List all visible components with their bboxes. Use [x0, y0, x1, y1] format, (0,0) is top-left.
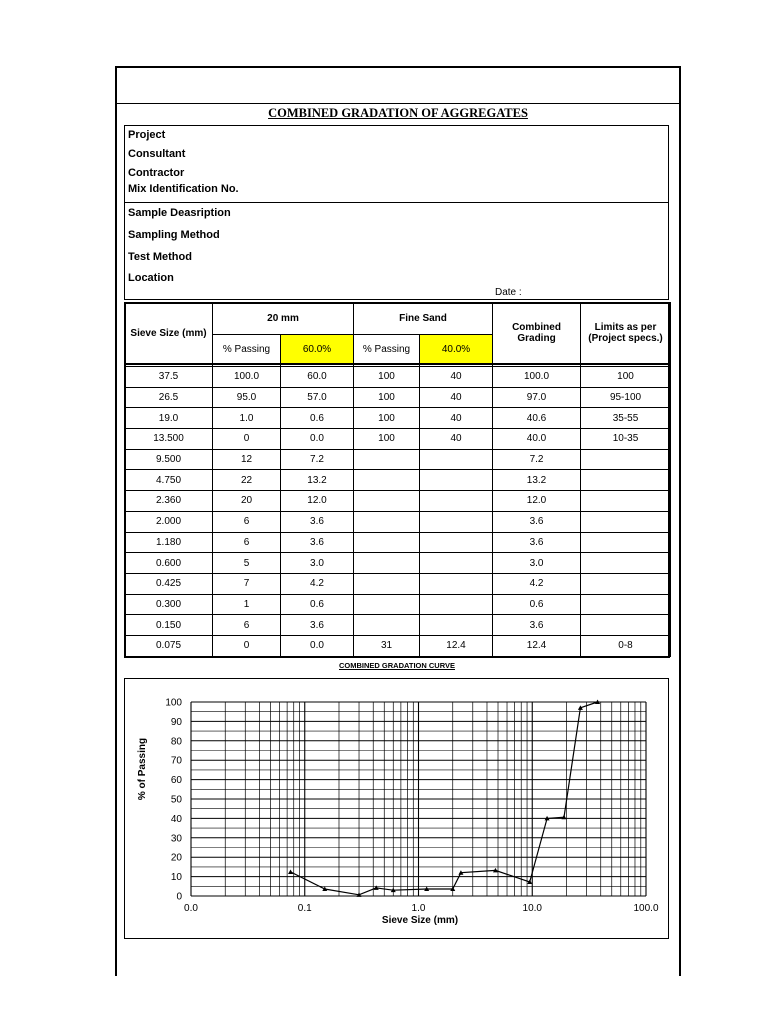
agg2-weighted-cell: 40 — [420, 408, 493, 429]
combined-cell: 3.0 — [493, 553, 581, 574]
project-label: Project — [128, 129, 166, 141]
x-axis-label: Sieve Size (mm) — [381, 915, 459, 926]
limits-cell — [581, 573, 671, 594]
agg2-percent: 40.0% — [420, 335, 493, 365]
sieve-cell: 2.000 — [125, 511, 213, 532]
combined-cell: 0.6 — [493, 594, 581, 615]
sampling-method-label: Sampling Method — [128, 229, 220, 241]
sieve-cell: 1.180 — [125, 532, 213, 553]
agg1-weighted-cell: 60.0 — [281, 367, 354, 388]
combined-cell: 13.2 — [493, 470, 581, 491]
agg2-passing-cell: 31 — [354, 635, 420, 656]
y-tick-label: 10 — [170, 872, 182, 884]
agg1-weighted-cell: 57.0 — [281, 387, 354, 408]
agg2-weighted-cell: 40 — [420, 387, 493, 408]
sieve-cell: 0.150 — [125, 615, 213, 636]
agg1-weighted-cell: 7.2 — [281, 449, 354, 470]
agg1-passing-cell: 12 — [213, 449, 281, 470]
agg2-weighted-cell — [420, 594, 493, 615]
info-divider — [124, 202, 669, 203]
table-row — [125, 429, 671, 450]
agg1-passing-cell: 100.0 — [213, 367, 281, 388]
mix-id-label: Mix Identification No. — [128, 183, 239, 195]
x-tick-label: 10.0 — [522, 903, 542, 914]
agg2-passing-cell — [354, 594, 420, 615]
page-title-text: COMBINED GRADATION OF AGGREGATES — [268, 106, 528, 120]
agg2-passing-cell: 100 — [354, 367, 420, 388]
page-title — [115, 106, 681, 121]
agg1-passing-cell: 6 — [213, 532, 281, 553]
limits-cell: 95-100 — [581, 387, 671, 408]
agg1-weighted-cell: 0.0 — [281, 635, 354, 656]
agg2-passing-cell — [354, 553, 420, 574]
table-row — [125, 573, 671, 594]
agg1-weighted-cell: 3.6 — [281, 532, 354, 553]
y-tick-label: 100 — [165, 697, 182, 709]
agg1-weighted-cell: 3.6 — [281, 615, 354, 636]
limits-cell: 35-55 — [581, 408, 671, 429]
agg1-weighted-cell: 0.6 — [281, 408, 354, 429]
limits-cell: 0-8 — [581, 635, 671, 656]
agg1-percent: 60.0% — [281, 335, 354, 365]
agg2-header: Fine Sand — [354, 303, 493, 335]
sieve-cell: 9.500 — [125, 449, 213, 470]
combined-cell: 97.0 — [493, 387, 581, 408]
combined-cell: 12.4 — [493, 635, 581, 656]
combined-header: Combined Grading — [493, 303, 581, 365]
agg2-passing-cell: 100 — [354, 387, 420, 408]
table-row — [125, 635, 671, 656]
agg2-passing-cell — [354, 511, 420, 532]
x-tick-label: 1.0 — [411, 903, 426, 914]
table-row — [125, 594, 671, 615]
limits-header: Limits as per (Project specs.) — [581, 303, 671, 365]
limits-cell: 10-35 — [581, 429, 671, 450]
agg1-weighted-cell: 12.0 — [281, 491, 354, 512]
combined-cell: 40.6 — [493, 408, 581, 429]
y-tick-label: 40 — [170, 813, 182, 825]
y-tick-label: 60 — [170, 775, 182, 787]
agg1-passing-cell: 7 — [213, 573, 281, 594]
curve-title-text: COMBINED GRADATION CURVE — [339, 661, 455, 670]
table-row — [125, 367, 671, 388]
date-label: Date : — [495, 287, 522, 298]
agg2-weighted-cell: 40 — [420, 429, 493, 450]
combined-cell: 3.6 — [493, 532, 581, 553]
agg2-weighted-cell — [420, 491, 493, 512]
agg1-passing-cell: 5 — [213, 553, 281, 574]
agg2-weighted-cell — [420, 615, 493, 636]
limits-cell — [581, 511, 671, 532]
agg1-passing-cell: 6 — [213, 615, 281, 636]
y-tick-label: 70 — [170, 755, 182, 767]
table-row — [125, 449, 671, 470]
agg2-weighted-cell — [420, 470, 493, 491]
agg1-passing-cell: 0 — [213, 429, 281, 450]
agg1-passing-cell: 20 — [213, 491, 281, 512]
sieve-cell: 13.500 — [125, 429, 213, 450]
sieve-cell: 0.600 — [125, 553, 213, 574]
y-tick-label: 20 — [170, 852, 182, 864]
agg1-weighted-cell: 3.0 — [281, 553, 354, 574]
y-tick-label: 90 — [170, 716, 182, 728]
agg2-weighted-cell: 12.4 — [420, 635, 493, 656]
y-tick-label: 80 — [170, 736, 182, 748]
agg2-passing-cell — [354, 615, 420, 636]
sieve-cell: 37.5 — [125, 367, 213, 388]
table-row — [125, 532, 671, 553]
agg1-passing-cell: 0 — [213, 635, 281, 656]
sample-description-label: Sample Deasription — [128, 207, 231, 219]
agg1-weighted-cell: 4.2 — [281, 573, 354, 594]
agg1-weighted-cell: 0.6 — [281, 594, 354, 615]
table-row — [125, 491, 671, 512]
limits-cell: 100 — [581, 367, 671, 388]
y-axis-label: % of Passing — [137, 737, 148, 801]
sieve-cell: 0.075 — [125, 635, 213, 656]
sieve-cell: 19.0 — [125, 408, 213, 429]
agg1-weighted-cell: 3.6 — [281, 511, 354, 532]
sieve-cell: 0.425 — [125, 573, 213, 594]
sieve-cell: 26.5 — [125, 387, 213, 408]
agg1-passing-cell: 22 — [213, 470, 281, 491]
agg2-passing-cell — [354, 532, 420, 553]
agg1-passing-cell: 95.0 — [213, 387, 281, 408]
agg2-weighted-cell — [420, 511, 493, 532]
agg1-weighted-cell: 0.0 — [281, 429, 354, 450]
y-tick-label: 50 — [170, 794, 182, 806]
combined-cell: 40.0 — [493, 429, 581, 450]
x-tick-label: 100.0 — [633, 903, 659, 914]
limits-cell — [581, 615, 671, 636]
agg2-weighted-cell — [420, 449, 493, 470]
limits-cell — [581, 449, 671, 470]
sieve-cell: 0.300 — [125, 594, 213, 615]
agg2-passing-cell: 100 — [354, 408, 420, 429]
table-row — [125, 470, 671, 491]
combined-cell: 100.0 — [493, 367, 581, 388]
combined-cell: 3.6 — [493, 511, 581, 532]
table-row — [125, 408, 671, 429]
table-row — [125, 553, 671, 574]
location-label: Location — [128, 272, 174, 284]
limits-cell — [581, 553, 671, 574]
combined-cell: 3.6 — [493, 615, 581, 636]
consultant-label: Consultant — [128, 148, 186, 160]
agg2-passing-cell: 100 — [354, 429, 420, 450]
x-tick-label: 0.1 — [297, 903, 312, 914]
agg2-passing-cell — [354, 491, 420, 512]
agg2-passing-header: % Passing — [354, 335, 420, 365]
y-tick-label: 0 — [176, 891, 182, 903]
data-point — [288, 869, 293, 874]
combined-cell: 7.2 — [493, 449, 581, 470]
agg1-passing-cell: 1 — [213, 594, 281, 615]
table-row — [125, 387, 671, 408]
agg1-passing-cell: 1.0 — [213, 408, 281, 429]
combined-cell: 12.0 — [493, 491, 581, 512]
agg2-passing-cell — [354, 470, 420, 491]
x-tick-label: 0.0 — [184, 903, 198, 914]
curve-title — [124, 661, 670, 670]
test-method-label: Test Method — [128, 251, 192, 263]
table-row — [125, 511, 671, 532]
agg2-passing-cell — [354, 573, 420, 594]
agg2-passing-cell — [354, 449, 420, 470]
limits-cell — [581, 491, 671, 512]
agg1-passing-header: % Passing — [213, 335, 281, 365]
agg1-passing-cell: 6 — [213, 511, 281, 532]
agg1-header: 20 mm — [213, 303, 354, 335]
table-row — [125, 615, 671, 636]
limits-cell — [581, 470, 671, 491]
gradation-chart — [124, 678, 669, 939]
agg1-weighted-cell: 13.2 — [281, 470, 354, 491]
agg2-weighted-cell: 40 — [420, 367, 493, 388]
agg2-weighted-cell — [420, 573, 493, 594]
sieve-size-header: Sieve Size (mm) — [125, 303, 213, 365]
contractor-label: Contractor — [128, 167, 185, 179]
gradation-table — [124, 302, 671, 657]
limits-cell — [581, 594, 671, 615]
agg2-weighted-cell — [420, 532, 493, 553]
y-tick-label: 30 — [170, 833, 182, 845]
combined-cell: 4.2 — [493, 573, 581, 594]
header-divider — [115, 103, 681, 104]
sieve-cell: 2.360 — [125, 491, 213, 512]
limits-cell — [581, 532, 671, 553]
sieve-cell: 4.750 — [125, 470, 213, 491]
agg2-weighted-cell — [420, 553, 493, 574]
